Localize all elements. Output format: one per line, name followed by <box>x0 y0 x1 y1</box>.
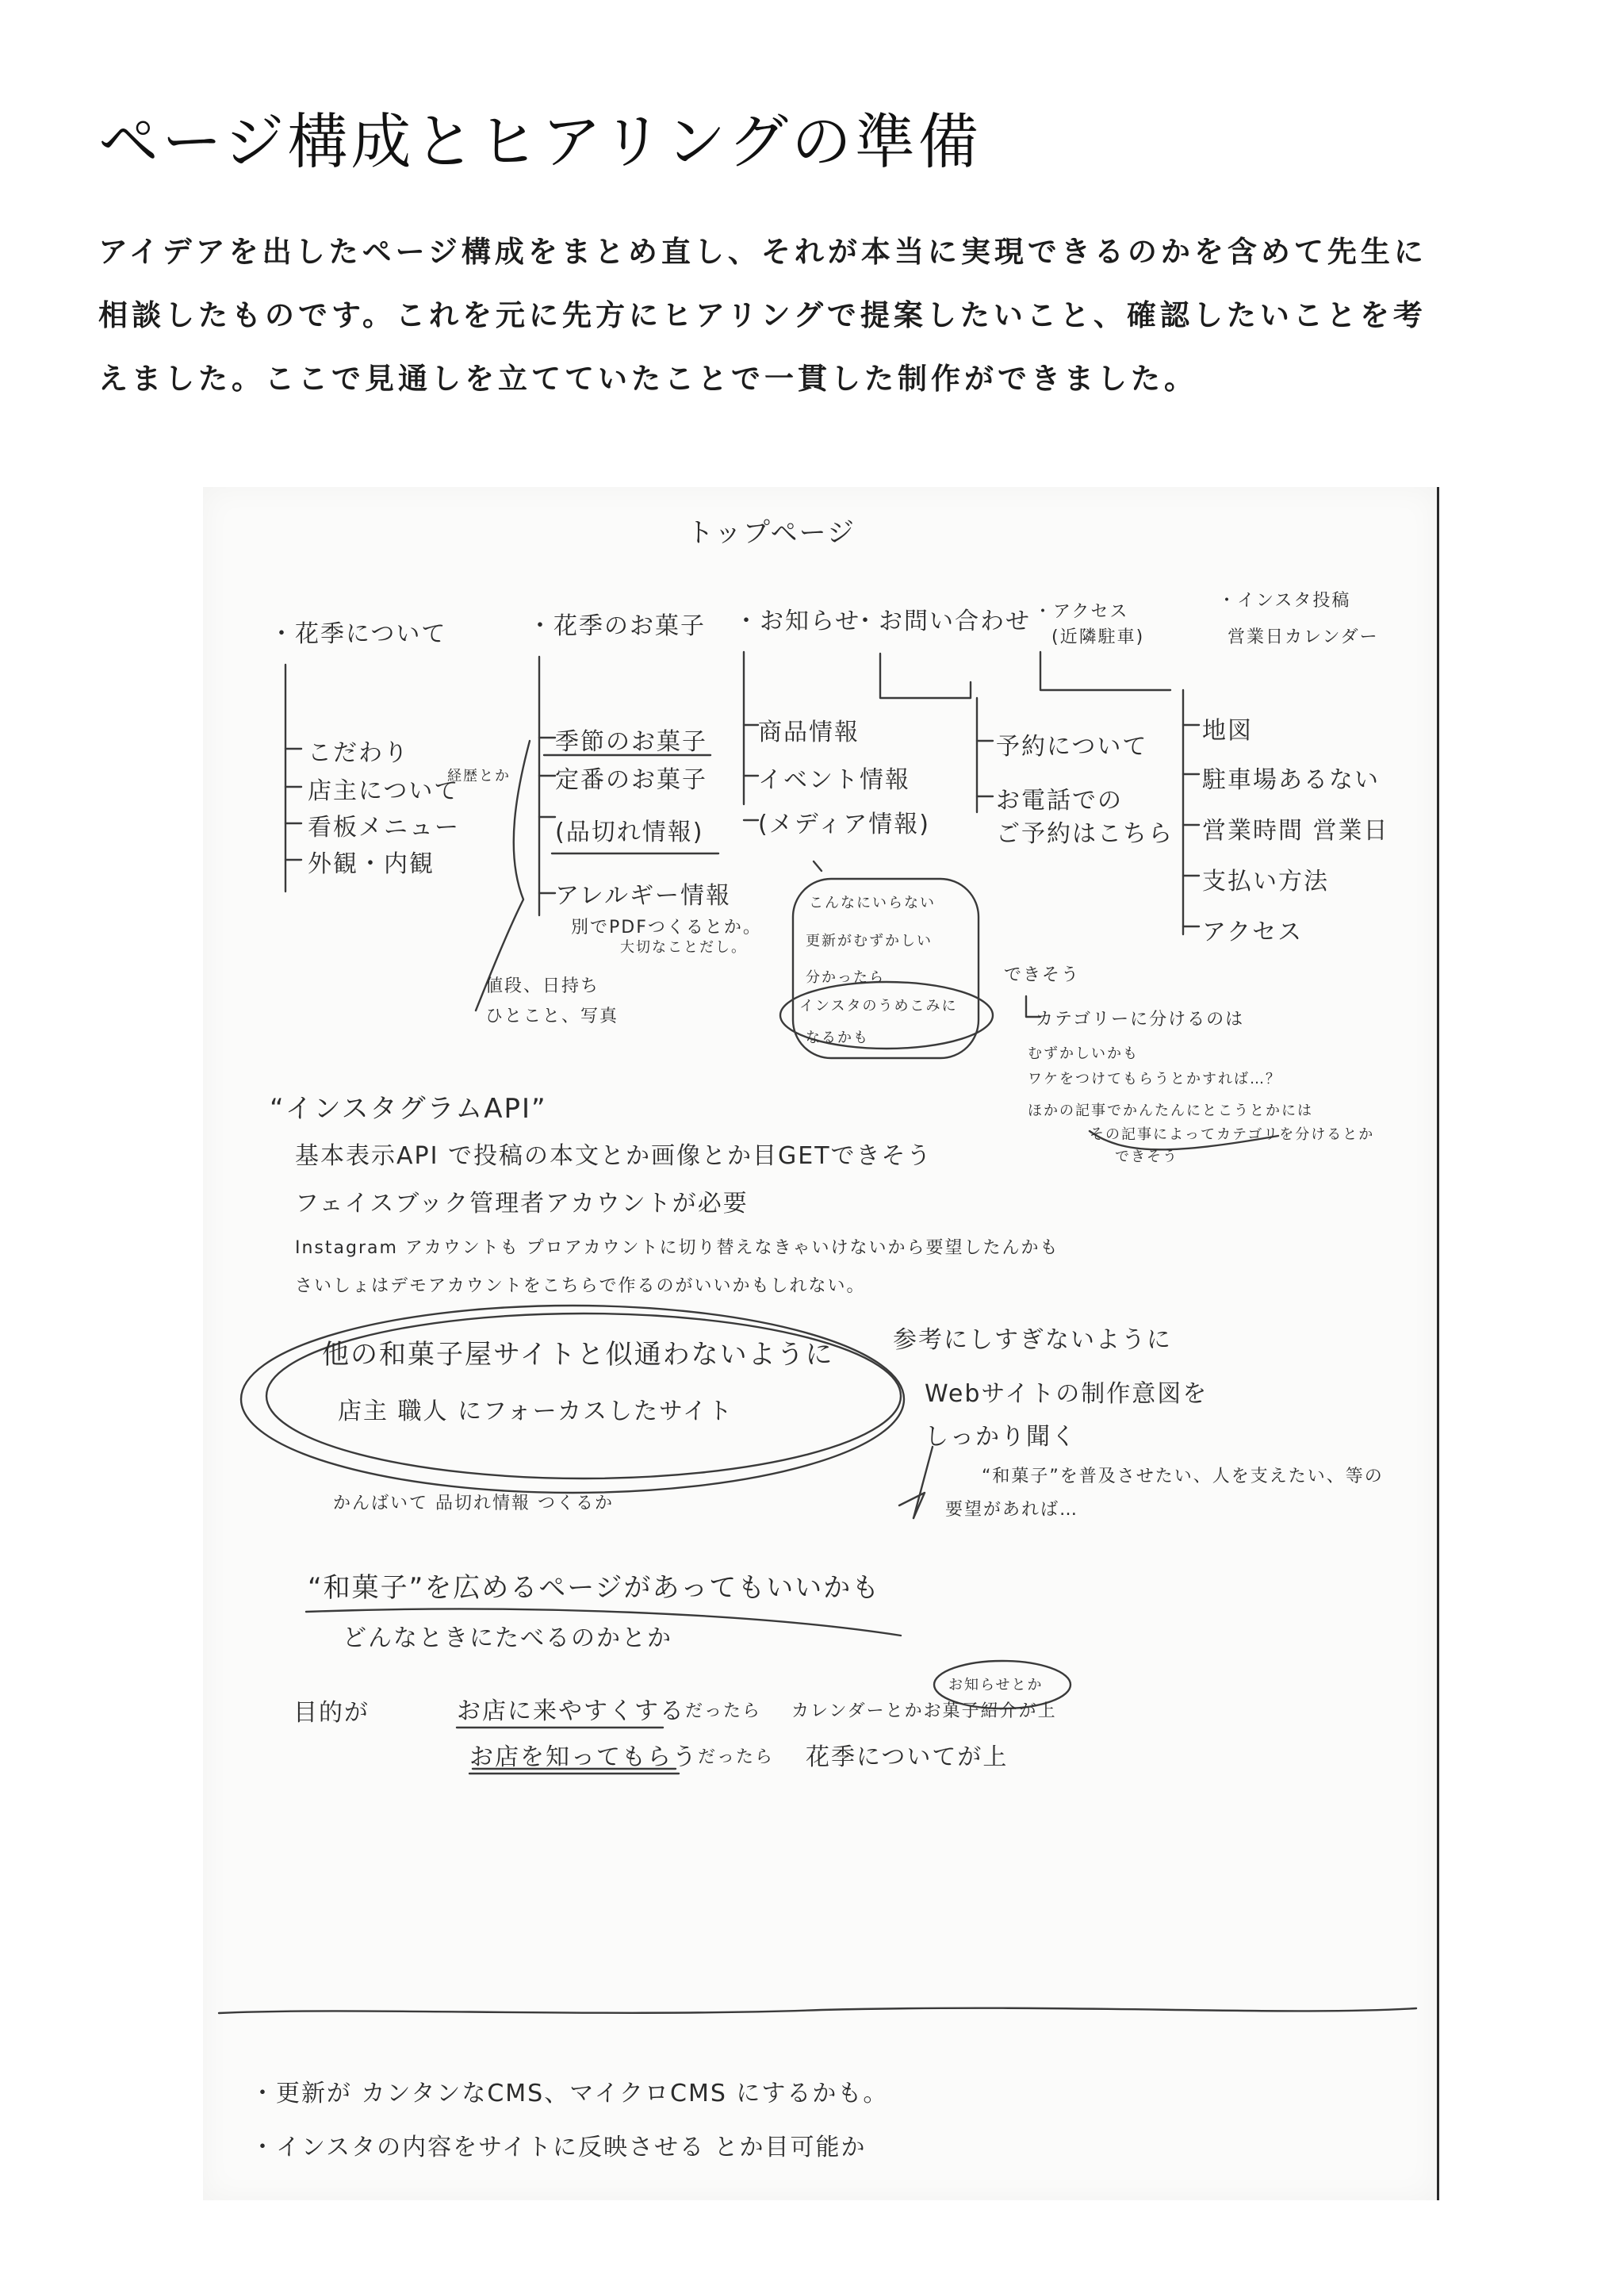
bubble-line: こんなにいらない <box>809 895 936 911</box>
bottom-note: ・インスタの内容をサイトに反映させる とか目可能か <box>251 2134 867 2161</box>
reference-note: しっかり聞く <box>925 1423 1077 1451</box>
purpose-label: 目的が <box>293 1699 370 1727</box>
category-sweets: ・花季のお菓子 <box>528 612 706 640</box>
sweets-pdf-note: 別でPDFつくるとか。 <box>571 918 762 938</box>
access-item: アクセス <box>1202 918 1304 946</box>
sweets-item: 定番のお菓子 <box>555 766 707 794</box>
news-item: 商品情報 <box>758 719 860 746</box>
purpose-2-result: 花季についてが上 <box>806 1743 1009 1771</box>
api-line: フェイスブック管理者アカウントが必要 <box>295 1190 749 1218</box>
category-note: カテゴリーに分けるのは <box>1036 1010 1245 1030</box>
wagashi-quote: 要望があれば… <box>945 1500 1079 1520</box>
category-note: その記事によってカテゴリを分けるとか <box>1090 1126 1375 1143</box>
about-item: 看板メニュー <box>308 814 460 842</box>
bubble-line: なるかも <box>806 1030 869 1046</box>
kanbai-note: かんばいて 品切れ情報 つくるか <box>333 1494 614 1513</box>
category-contact: ・お問い合わせ <box>853 608 1031 635</box>
bubble-line: インスタのうめこみに <box>799 998 958 1014</box>
api-line: さいしょはデモアカウントをこちらで作るのがいいかもしれない。 <box>295 1276 866 1296</box>
access-item: 地図 <box>1202 717 1253 745</box>
sweets-item: (品切れ情報) <box>555 819 704 846</box>
category-access: ・アクセス <box>1034 602 1129 622</box>
purpose-1-result: カレンダーとかお菓子紹介が上 <box>791 1701 1057 1721</box>
category-news: ・お知らせ <box>734 608 861 635</box>
api-line: 基本表示API で投稿の本文とか画像とか目GETできそう <box>295 1142 933 1170</box>
purpose-2-mid: だったら <box>698 1747 775 1767</box>
category-note: ほかの記事でかんたんにとこうとかには <box>1028 1103 1313 1119</box>
contact-item: 予約について <box>996 733 1148 761</box>
bottom-note: ・更新が カンタンなCMS、マイクロCMS にするかも。 <box>251 2080 889 2107</box>
category-note: むずかしいかも <box>1028 1045 1139 1062</box>
news-bubble-note: お知らせとか <box>948 1677 1044 1693</box>
page-title: ページ構成とヒアリングの準備 <box>98 106 982 177</box>
purpose-1-mid: だったら <box>685 1701 762 1721</box>
focus-note: 店主 職人 にフォーカスしたサイト <box>338 1398 733 1425</box>
access-item: 駐車場あるない <box>1202 766 1380 794</box>
news-item: イベント情報 <box>758 766 910 794</box>
api-title: “インスタグラムAPI” <box>270 1093 547 1125</box>
about-item: こだわり <box>308 739 409 767</box>
sweets-item: アレルギー情報 <box>555 882 732 910</box>
price-note: 値段、日持ち <box>485 976 600 996</box>
bubble-line: 分かったら <box>806 969 885 986</box>
price-note2: ひとこと、写真 <box>485 1007 619 1026</box>
category-calendar: 営業日カレンダー <box>1228 627 1379 647</box>
dekisou-note: できそう <box>1004 965 1081 985</box>
intro-line: えました。ここで見通しを立てていたことで一貫した制作ができました。 <box>98 362 1197 396</box>
category-instagram: ・インスタ投稿 <box>1218 591 1351 611</box>
focus-note: 他の和菓子屋サイトと似通わないように <box>322 1339 834 1371</box>
about-item: 店主について <box>308 777 460 805</box>
top-page-title: トップページ <box>687 517 856 549</box>
intro-line: 相談したものです。これを元に先方にヒアリングで提案したいこと、確認したいことを考 <box>98 298 1427 332</box>
sweets-pdf-note2: 大切なことだし。 <box>620 939 747 956</box>
when-eat-note: どんなときにたべるのかとか <box>343 1624 672 1652</box>
purpose-2: お店を知ってもらう <box>469 1743 698 1771</box>
contact-item: ご予約はこちら <box>996 820 1174 848</box>
category-note: ワケをつけてもらうとかすれば…？ <box>1028 1071 1281 1087</box>
news-item: (メディア情報) <box>758 811 931 838</box>
wagashi-quote: “和菓子”を普及させたい、人を支えたい、等の <box>982 1467 1384 1486</box>
category-access-sub: (近隣駐車) <box>1051 627 1145 647</box>
contact-item: お電話での <box>996 787 1123 815</box>
reference-note: Webサイトの制作意図を <box>925 1380 1208 1408</box>
purpose-1: お店に来やすくする <box>457 1697 685 1725</box>
about-side-note: 経歴とか <box>447 768 511 784</box>
intro-line: アイデアを出したページ構成をまとめ直し、それが本当に実現できるのかを含めて先生に <box>98 235 1427 269</box>
category-about: ・花季について <box>270 620 447 648</box>
category-note: できそう <box>1115 1149 1178 1165</box>
sweets-item: 季節のお菓子 <box>555 728 707 756</box>
spread-note: “和菓子”を広めるページがあってもいいかも <box>308 1572 881 1604</box>
access-item: 営業時間 営業日 <box>1202 817 1389 845</box>
handwritten-notes-sheet <box>203 487 1439 2200</box>
bubble-line: 更新がむずかしい <box>806 933 933 949</box>
access-item: 支払い方法 <box>1202 868 1329 895</box>
intro-text <box>98 221 1526 411</box>
reference-note: 参考にしすぎないように <box>893 1326 1172 1354</box>
about-item: 外観・内観 <box>308 850 435 878</box>
api-line: Instagram アカウントも プロアカウントに切り替えなきゃいけないから要望したんかも <box>295 1238 1059 1258</box>
